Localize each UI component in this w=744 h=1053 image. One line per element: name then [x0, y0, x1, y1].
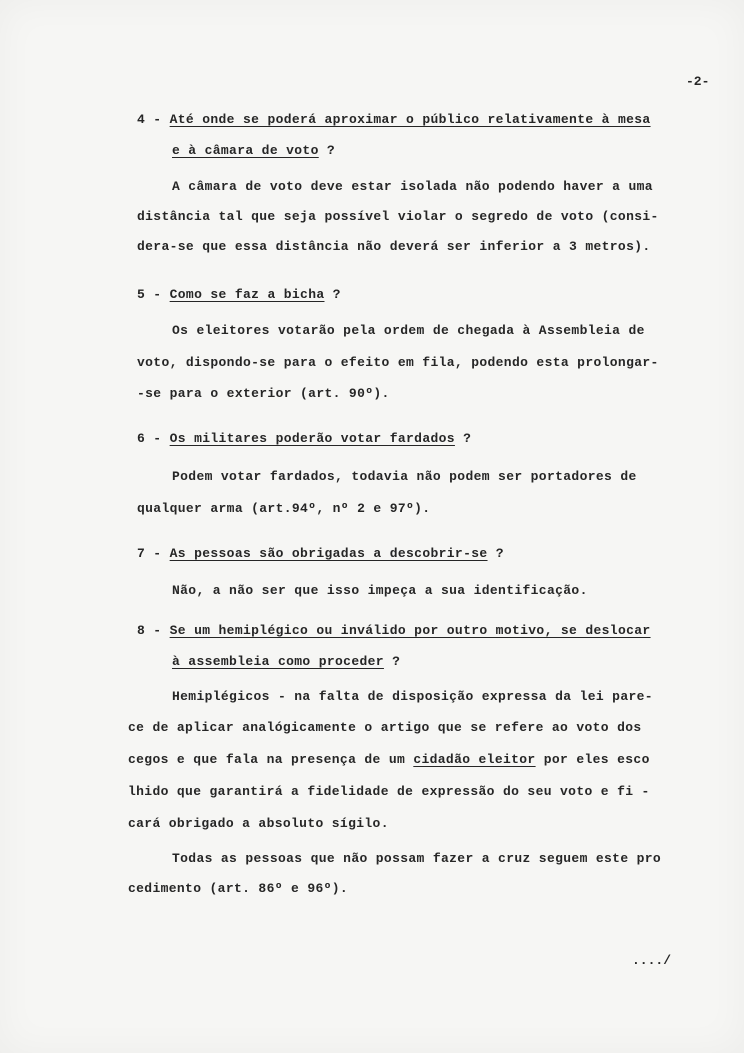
question-8-mark: ?: [392, 654, 401, 669]
question-4-text-line2: e à câmara de voto: [172, 143, 319, 158]
answer-8b-line2: cedimento (art. 86º e 96º).: [128, 881, 349, 896]
question-4-text-line1: Até onde se poderá aproximar o público relativamente à mesa: [169, 112, 651, 127]
question-6-mark: ?: [463, 431, 472, 446]
question-8: [137, 622, 651, 640]
answer-5-line1: Os eleitores votarão pela ordem de chegada à Assembleia de: [172, 323, 645, 338]
question-5-text: Como se faz a bicha: [169, 287, 325, 302]
page-number: -2-: [686, 74, 710, 89]
answer-8b-line1: Todas as pessoas que não possam fazer a cruz seguem este pro: [172, 851, 662, 866]
answer-8-line2: ce de aplicar analógicamente o artigo que se refere ao voto dos: [128, 720, 642, 735]
answer-8-line5: cará obrigado a absoluto sígilo.: [128, 816, 389, 831]
question-8-text-line2: à assembleia como proceder: [172, 654, 384, 669]
question-7-text: As pessoas são obrigadas a descobrir-se: [169, 546, 488, 561]
question-6: [137, 430, 471, 448]
question-4-mark: ?: [326, 143, 336, 158]
question-8-text-line1: Se um hemiplégico ou inválido por outro motivo, se deslocar: [169, 623, 651, 638]
answer-7-line1: Não, a não ser que isso impeça a sua identificação.: [172, 583, 588, 598]
answer-4-line2: distância tal que seja possível violar o segredo de voto (consi-: [137, 209, 659, 224]
question-7-mark: ?: [495, 546, 504, 561]
answer-4-line1: A câmara de voto deve estar isolada não podendo haver a uma: [172, 179, 653, 194]
question-6-number: 6 -: [137, 431, 162, 446]
question-4-number: 4 -: [137, 112, 162, 127]
question-5-number: 5 -: [137, 287, 162, 302]
question-4-cont: [172, 142, 335, 160]
answer-4-line3: dera-se que essa distância não deverá ser inferior a 3 metros).: [137, 239, 651, 254]
answer-6-line1: Podem votar fardados, todavia não podem ser portadores de: [172, 469, 637, 484]
answer-5-line3: -se para o exterior (art. 90º).: [137, 386, 390, 401]
question-8-number: 8 -: [137, 623, 162, 638]
question-5-mark: ?: [332, 287, 341, 302]
answer-5-line2: voto, dispondo-se para o efeito em fila, podendo esta prolongar-: [137, 355, 659, 370]
answer-8-line3: [128, 751, 650, 769]
answer-8-underlined-term: cidadão eleitor: [413, 752, 536, 767]
answer-8-line1: Hemiplégicos - na falta de disposição expressa da lei pare-: [172, 689, 653, 704]
question-5: [137, 286, 341, 304]
question-6-text: Os militares poderão votar fardados: [169, 431, 455, 446]
continuation-mark: ..../: [632, 953, 672, 968]
question-7: [137, 545, 504, 563]
question-7-number: 7 -: [137, 546, 162, 561]
answer-8-line4: lhido que garantirá a fidelidade de expressão do seu voto e fi -: [128, 784, 650, 799]
question-8-cont: [172, 653, 400, 671]
answer-8-line3-start: cegos e que fala na presença de um: [128, 752, 406, 767]
question-4: [137, 111, 651, 129]
answer-6-line2: qualquer arma (art.94º, nº 2 e 97º).: [137, 501, 431, 516]
answer-8-line3-end: por eles esco: [543, 752, 650, 767]
